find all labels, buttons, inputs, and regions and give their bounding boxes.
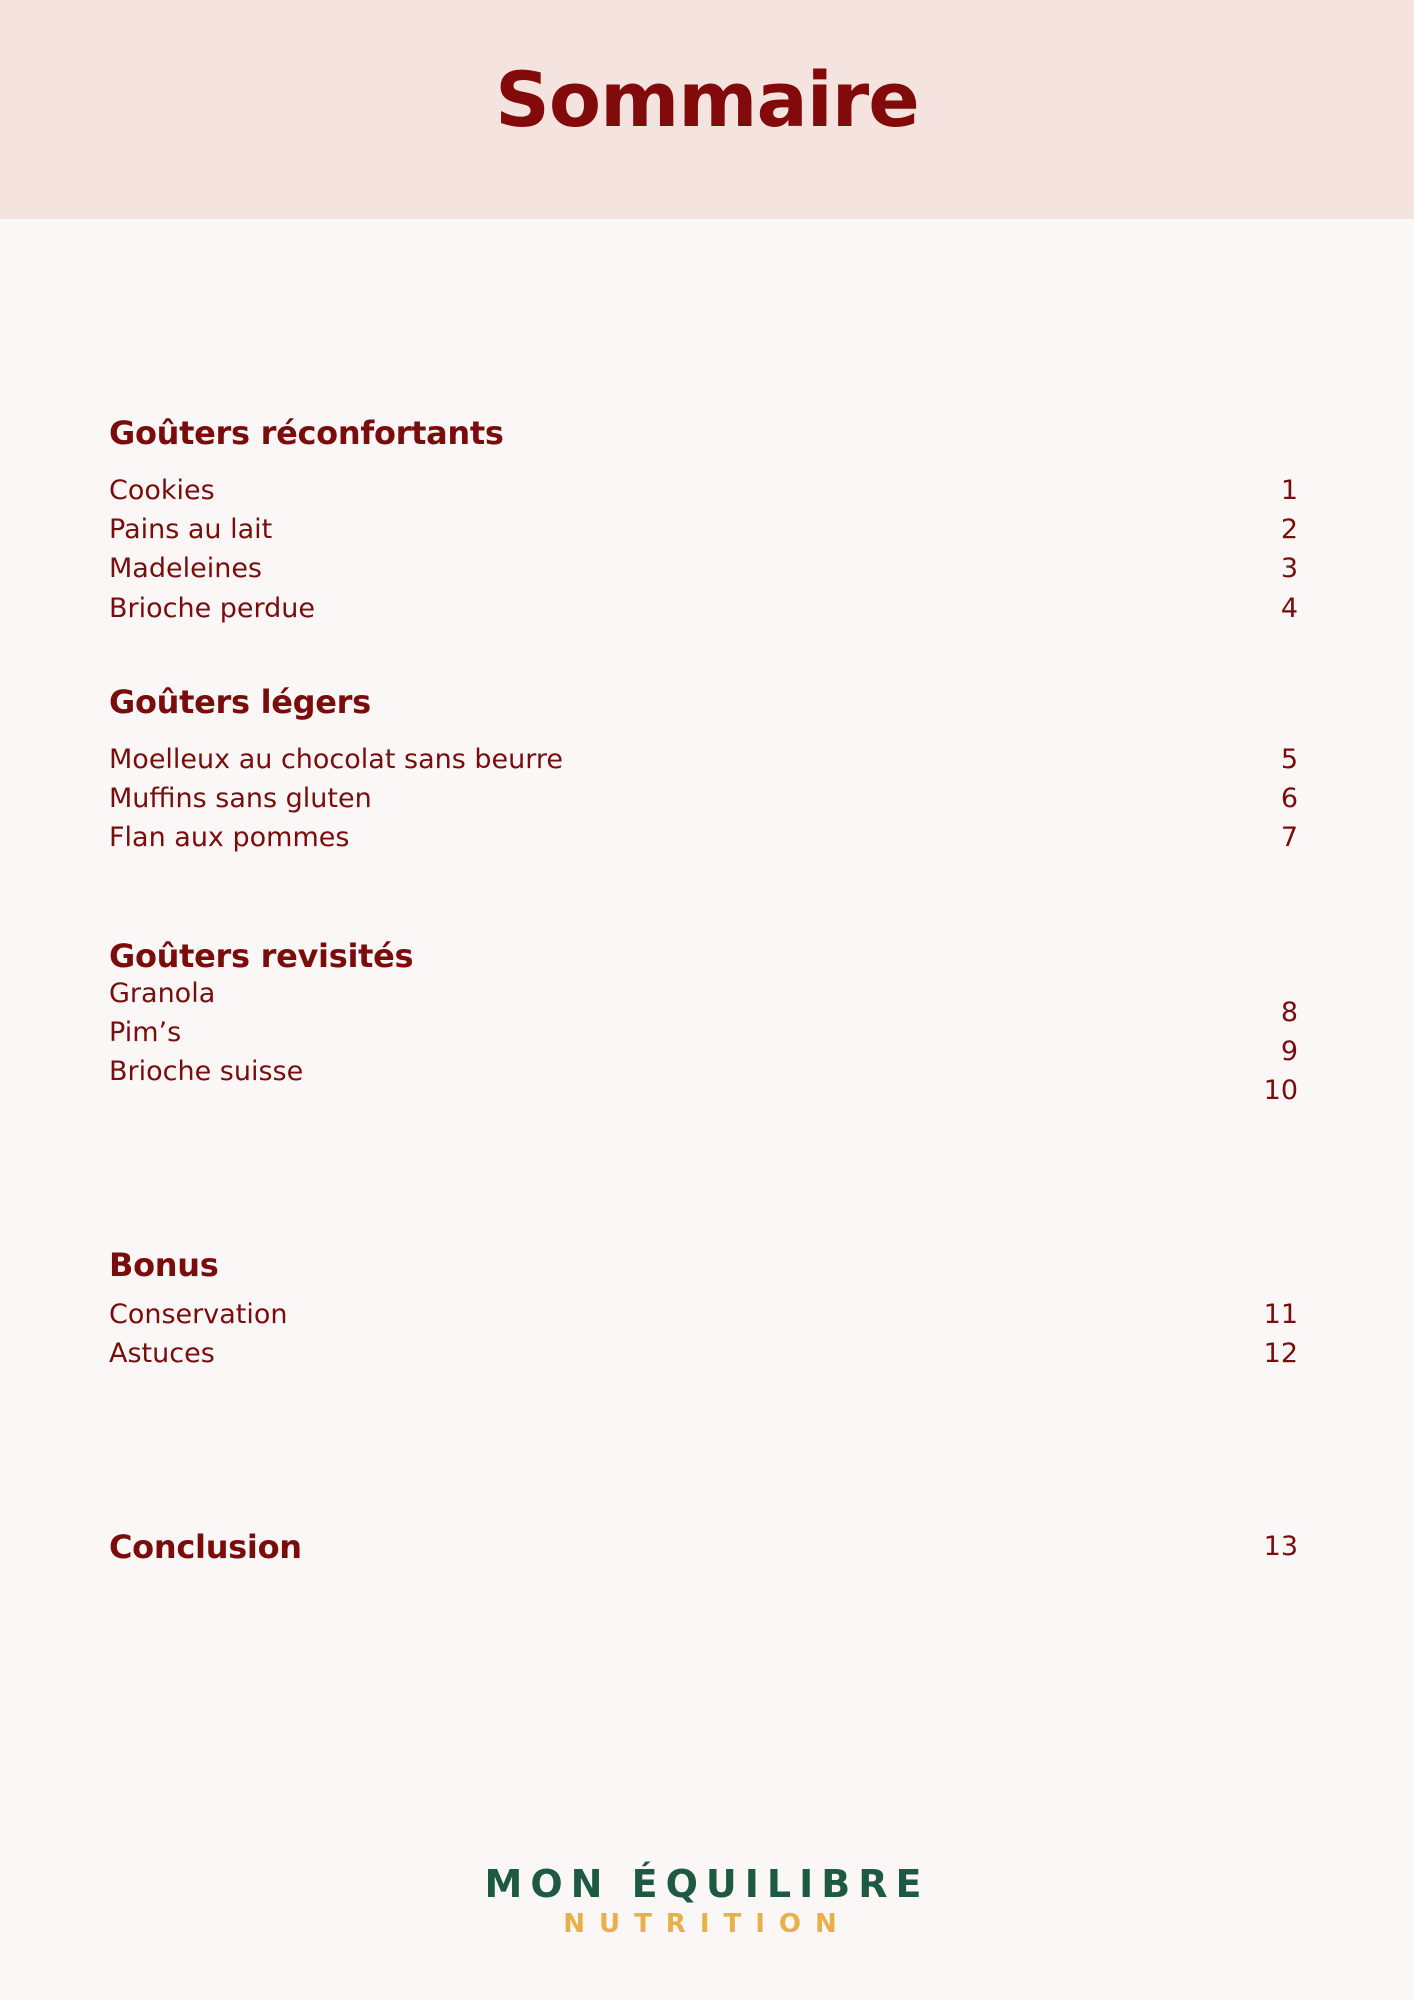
toc-entry-page: 3 [1280,553,1298,584]
toc-entry-label[interactable]: Pim’s [109,1017,182,1048]
toc-entry-page: 9 [1280,1036,1298,1067]
brand-logo-line1: MON ÉQUILIBRE [484,1862,930,1906]
toc-entry-page: 8 [1280,997,1298,1028]
toc-entry-page: 12 [1263,1338,1298,1369]
toc-entry-label[interactable]: Granola [109,978,216,1009]
toc-entry-page: 4 [1280,593,1298,624]
toc-entry-label[interactable]: Muffins sans gluten [109,783,372,814]
toc-entry-label[interactable]: Brioche perdue [109,593,316,624]
section-title-conclusion[interactable]: Conclusion [109,1528,302,1566]
toc-entry-label[interactable]: Pains au lait [109,514,273,545]
toc-entry-page-conclusion: 13 [1263,1531,1298,1562]
toc-entry-label[interactable]: Brioche suisse [109,1056,304,1087]
toc-entry-page: 11 [1263,1299,1298,1330]
toc-entry-page: 2 [1280,514,1298,545]
section-title-gouters-reconfortants[interactable]: Goûters réconfortants [109,414,504,452]
toc-entry-page: 1 [1280,475,1298,506]
toc-entry-page: 6 [1280,783,1298,814]
toc-entry-page: 7 [1280,822,1298,853]
toc-entry-page: 10 [1263,1075,1298,1106]
page-title: Sommaire [495,55,919,144]
toc-entry-label[interactable]: Conservation [109,1299,288,1330]
section-title-gouters-revisites[interactable]: Goûters revisités [109,937,414,975]
brand-logo-line2: NUTRITION [563,1909,851,1939]
toc-entry-label[interactable]: Flan aux pommes [109,822,350,853]
toc-entry-label[interactable]: Cookies [109,475,215,506]
toc-entry-label[interactable]: Madeleines [109,553,262,584]
toc-entry-label[interactable]: Moelleux au chocolat sans beurre [109,744,563,775]
section-title-bonus[interactable]: Bonus [109,1246,219,1284]
toc-entry-label[interactable]: Astuces [109,1338,215,1369]
section-title-gouters-legers[interactable]: Goûters légers [109,683,371,721]
toc-entry-page: 5 [1280,744,1298,775]
